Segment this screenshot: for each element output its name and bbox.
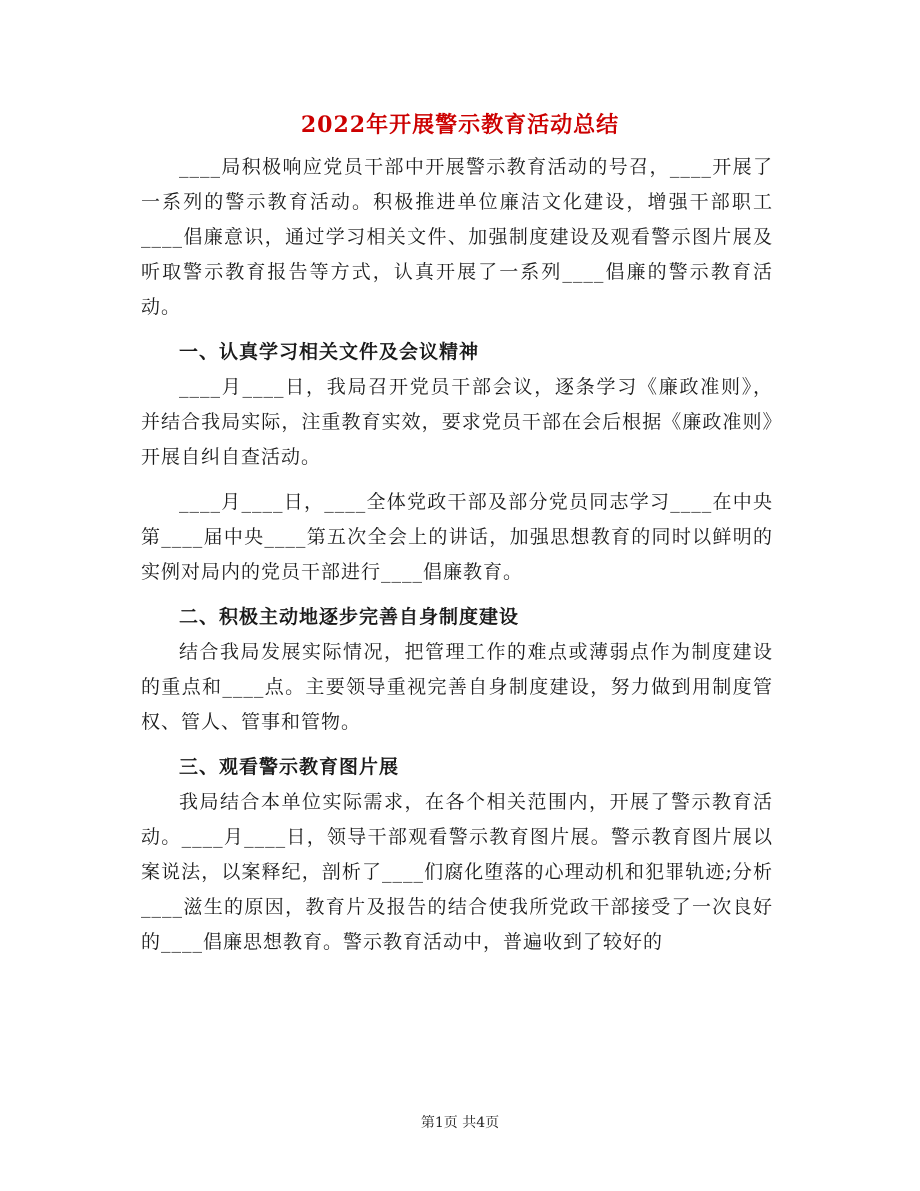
section-heading-1: 一、认真学习相关文件及会议精神 bbox=[179, 341, 480, 363]
section-heading-3: 三、观看警示教育图片展 bbox=[179, 756, 400, 778]
section-heading-2: 二、积极主动地逐步完善自身制度建设 bbox=[179, 606, 520, 628]
section-2-paragraph-1: 结合我局发展实际情况，把管理工作的难点或薄弱点作为制度建设的重点和____点。主要领导重视完善自身制度建设，努力做到用制度管权、管人、管事和管物。 bbox=[141, 641, 773, 733]
section-1-paragraph-2: ____月____日，____全体党政干部及部分党员同志学习____在中央第____届中央____第五次全会上的讲话，加强思想教育的同时以鲜明的实例对局内的党员干部进行____倡廉教育。 bbox=[141, 491, 773, 583]
intro-paragraph: ____局积极响应党员干部中开展警示教育活动的号召，____开展了一系列的警示教育活动。积极推进单位廉洁文化建设，增强干部职工____倡廉意识，通过学习相关文件、加强制度建设及观看警示图片展及听取警示教育报告等方式，认真开展了一系列____倡廉的警示教育活动。 bbox=[141, 156, 773, 318]
document-title: 2022年开展警示教育活动总结 bbox=[300, 112, 620, 138]
section-1-paragraph-1: ____月____日，我局召开党员干部会议，逐条学习《廉政准则》，并结合我局实际，注重教育实效，要求党员干部在会后根据《廉政准则》开展自纠自查活动。 bbox=[141, 376, 773, 468]
page-footer: 第1页 共4页 bbox=[420, 1115, 500, 1131]
section-3-paragraph-1: 我局结合本单位实际需求，在各个相关范围内，开展了警示教育活动。____月____日，领导干部观看警示教育图片展。警示教育图片展以案说法，以案释纪，剖析了____们腐化堕落的心理动机和犯罪轨迹;分析____滋生的原因，教育片及报告的结合使我所党政干部接受了一次良好的____倡廉思想教育。警示教育活动中，普遍收到了较好的 bbox=[141, 791, 773, 953]
document-body bbox=[141, 150, 773, 960]
